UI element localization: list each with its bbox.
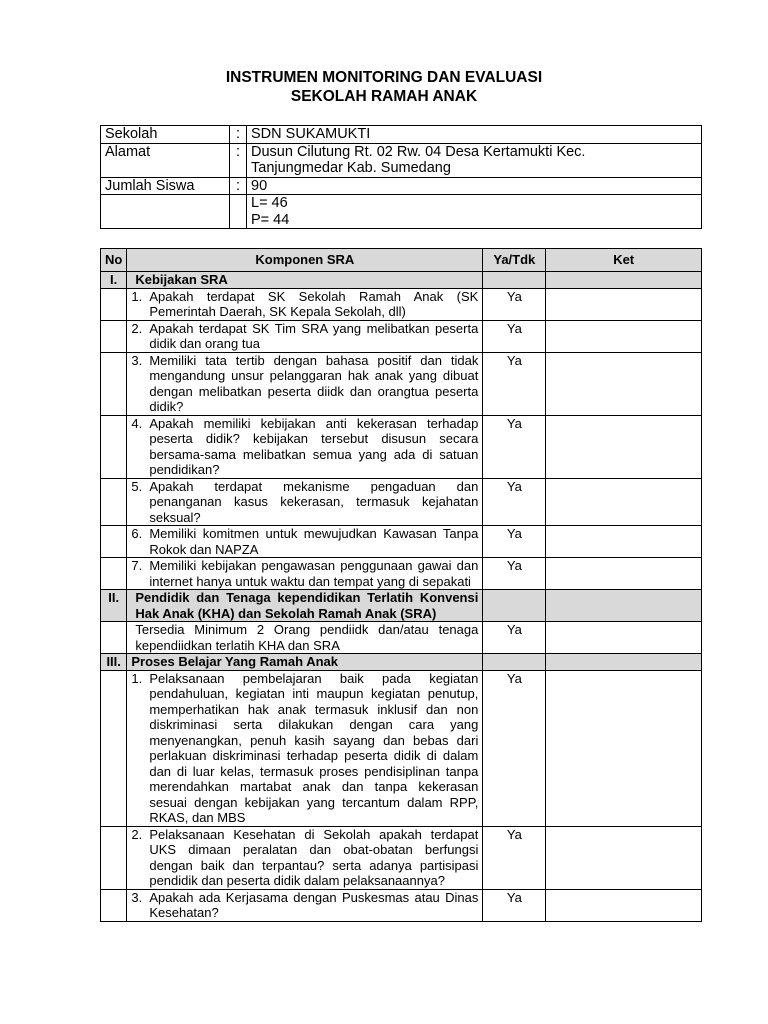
gender-breakdown [247,195,702,229]
item-number: 4. [131,415,143,431]
answer-cell: Ya [483,415,546,478]
section-row-2 [101,590,702,622]
students-value: 90 [247,177,702,195]
ket-cell [546,352,702,415]
section-number: III. [101,654,127,671]
section-title: Kebijakan SRA [127,272,483,289]
header-komponen: Komponen SRA [127,249,483,272]
ket-cell [546,478,702,526]
female-count: P= 44 [251,211,290,228]
info-row-address [101,143,702,177]
answer-cell: Ya [483,320,546,352]
table-row [101,558,702,590]
title-line-1: INSTRUMEN MONITORING DAN EVALUASI [225,69,543,86]
male-count: L= 46 [251,195,288,211]
answer-cell: Ya [483,558,546,590]
table-header-row [101,249,702,272]
table-row [101,415,702,478]
header-no: No [101,249,127,272]
section-row-1 [101,272,702,289]
item-number: 2. [131,826,143,842]
section-title: Pendidik dan Tenaga kependidikan Terlatih Konvensi Hak Anak (KHA) dan Sekolah Ramah Anak (SRA) [127,590,483,622]
school-label: Sekolah [101,126,230,144]
address-label: Alamat [101,143,230,177]
item-text: Apakah terdapat SK Sekolah Ramah Anak (SK Pemerintah Daerah, SK Kepala Sekolah, dll) [149,288,479,319]
colon: : [230,143,247,177]
answer-cell: Ya [483,478,546,526]
item-text: Apakah terdapat mekanisme pengaduan dan penanganan kasus kekerasan, termasuk kejahatan seksual? [149,478,479,525]
item-number: 6. [131,526,143,541]
item-number: 1. [131,288,143,304]
answer-cell: Ya [483,826,546,889]
item-number: 5. [131,478,143,494]
table-row [101,622,702,654]
info-row-students [101,177,702,195]
table-row [101,478,702,526]
sra-checklist-table [100,248,702,922]
address-line-2: Tanjungmedar Kab. Sumedang [251,160,451,176]
address-line-1: Dusun Cilutung Rt. 02 Rw. 04 Desa Kertamukti Kec. [251,143,586,160]
item-text: Pelaksanaan Kesehatan di Sekolah apakah terdapat UKS dimaan peralatan dan obat-obatan berfungsi dengan baik dan terpantau? serta adanya partisipasi pendidik dan peserta didik dalam pelaksanaannya? [149,826,479,888]
ket-cell [546,826,702,889]
item-text: Tersedia Minimum 2 Orang pendiidk dan/atau tenaga kependiidkan terlatih KHA dan SRA [127,622,483,654]
students-label: Jumlah Siswa [101,177,230,195]
address-value [247,143,702,177]
item-number: 3. [131,352,143,368]
answer-cell: Ya [483,526,546,558]
section-number: I. [101,272,127,289]
section-number: II. [101,590,127,622]
item-text: Memiliki tata tertib dengan bahasa positif dan tidak mengandung unsur pelanggaran hak anak yang dibuat dengan melibatkan peserta diidk dan orangtua peserta didik? [149,352,479,414]
answer-cell: Ya [483,670,546,826]
table-row [101,352,702,415]
item-number: 2. [131,320,143,336]
item-text: Memiliki kebijakan pengawasan penggunaan gawai dan internet hanya untuk waktu dan tempat yang di sepakati [149,558,479,589]
colon: : [230,177,247,195]
item-text: Apakah ada Kerjasama dengan Puskesmas atau Dinas Kesehatan? [149,889,479,920]
item-number: 3. [131,889,143,905]
table-row [101,526,702,558]
ket-cell [546,415,702,478]
item-text: Apakah terdapat SK Tim SRA yang melibatkan peserta didik dan orang tua [149,320,479,351]
header-ket: Ket [546,249,702,272]
table-row [101,320,702,352]
answer-cell: Ya [483,889,546,921]
ket-cell [546,558,702,590]
ket-cell [546,320,702,352]
ket-cell [546,670,702,826]
info-row-gender [101,195,702,229]
colon: : [230,126,247,144]
ket-cell [546,622,702,654]
item-text: Pelaksanaan pembelajaran baik pada kegiatan pendahuluan, kegiatan inti maupun kegiatan penutup, memperhatikan hak anak termasuk inklusif dan non diskriminasi serta dilakukan dengan cara yang menyenangkan, penuh kasih sayang dan bebas dari perlakuan diskriminasi terhadap peserta didik di dalam dan di luar kelas, termasuk proses pendisiplinan tanpa merendahkan martabat anak dan tanpa kekerasan sesuai dengan kebijakan yang tercantum dalam RPP, RKAS, dan MBS [149,670,479,825]
table-row [101,288,702,320]
school-value: SDN SUKAMUKTI [247,126,702,144]
answer-cell: Ya [483,352,546,415]
school-info-table [100,125,702,229]
ket-cell [546,526,702,558]
table-row [101,670,702,826]
table-row [101,889,702,921]
item-text: Memiliki komitmen untuk mewujudkan Kawasan Tanpa Rokok dan NAPZA [149,526,479,557]
section-row-3 [101,654,702,671]
answer-cell: Ya [483,288,546,320]
info-row-school [101,126,702,144]
item-number: 7. [131,558,143,573]
ket-cell [546,889,702,921]
header-ya-tdk: Ya/Tdk [483,249,546,272]
ket-cell [546,288,702,320]
table-row [101,826,702,889]
item-number: 1. [131,670,143,686]
title-line-2: SEKOLAH RAMAH ANAK [290,88,478,105]
answer-cell: Ya [483,622,546,654]
document-title [0,68,768,106]
section-title: Proses Belajar Yang Ramah Anak [127,654,483,671]
item-text: Apakah memiliki kebijakan anti kekerasan terhadap peserta didik? kebijakan tersebut disusun secara bersama-sama melibatkan semua yang ada di satuan pendidikan? [149,415,479,477]
